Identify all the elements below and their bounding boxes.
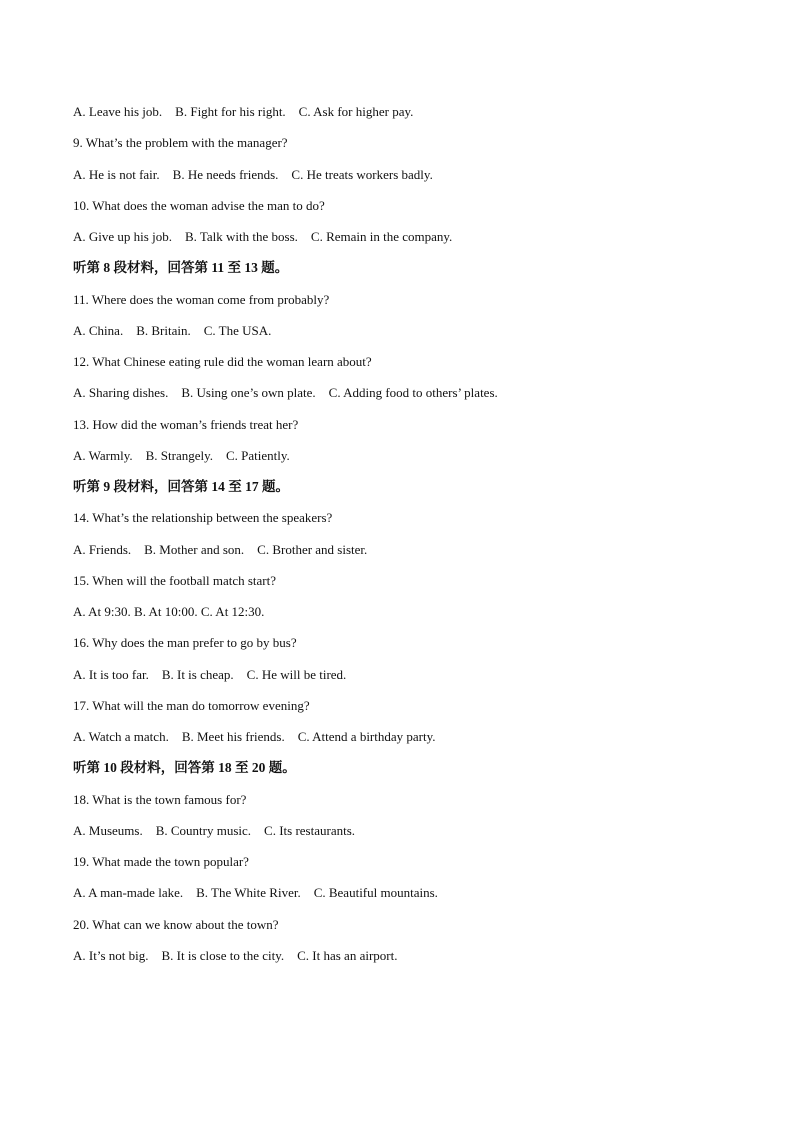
options-line-q9: A. He is not fair. B. He needs friends. C. He treats workers badly. (73, 166, 433, 182)
question-11: 11. Where does the woman come from probably? (73, 291, 330, 307)
question-10: 10. What does the woman advise the man to do? (73, 197, 325, 213)
options-line-q11: A. China. B. Britain. C. The USA. (73, 322, 272, 338)
question-15: 15. When will the football match start? (73, 572, 277, 588)
options-line-q12: A. Sharing dishes. B. Using one’s own plate. C. Adding food to others’ plates. (73, 385, 498, 401)
options-line-q20: A. It’s not big. B. It is close to the city. C. It has an airport. (73, 947, 398, 963)
question-18: 18. What is the town famous for? (73, 791, 247, 807)
options-line-q13: A. Warmly. B. Strangely. C. Patiently. (73, 447, 290, 463)
question-17: 17. What will the man do tomorrow evening? (73, 697, 310, 713)
options-line-q18: A. Museums. B. Country music. C. Its restaurants. (73, 822, 356, 838)
options-line-q8: A. Leave his job. B. Fight for his right. C. Ask for higher pay. (73, 104, 414, 119)
options-line-q14: A. Friends. B. Mother and son. C. Brother and sister. (73, 541, 368, 557)
section-heading-8: 听第 8 段材料，回答第 11 至 13 题。 (73, 260, 289, 276)
question-16: 16. Why does the man prefer to go by bus? (73, 635, 297, 651)
options-line-q15: A. At 9:30. B. At 10:00. C. At 12:30. (73, 604, 265, 619)
question-14: 14. What’s the relationship between the speakers? (73, 510, 333, 526)
section-heading-10: 听第 10 段材料，回答第 18 至 20 题。 (73, 760, 296, 776)
question-9: 9. What’s the problem with the manager? (73, 135, 288, 151)
options-line-q10: A. Give up his job. B. Talk with the boss. C. Remain in the company. (73, 229, 453, 244)
options-line-q19: A. A man-made lake. B. The White River. C. Beautiful mountains. (73, 885, 438, 901)
question-19: 19. What made the town popular? (73, 854, 249, 869)
options-line-q16: A. It is too far. B. It is cheap. C. He will be tired. (73, 666, 347, 682)
options-line-q17: A. Watch a match. B. Meet his friends. C. Attend a birthday party. (73, 729, 436, 744)
section-heading-9: 听第 9 段材料，回答第 14 至 17 题。 (73, 479, 289, 494)
question-20: 20. What can we know about the town? (73, 916, 279, 932)
question-12: 12. What Chinese eating rule did the woman learn about? (73, 354, 372, 369)
question-13: 13. How did the woman’s friends treat her? (73, 416, 299, 432)
